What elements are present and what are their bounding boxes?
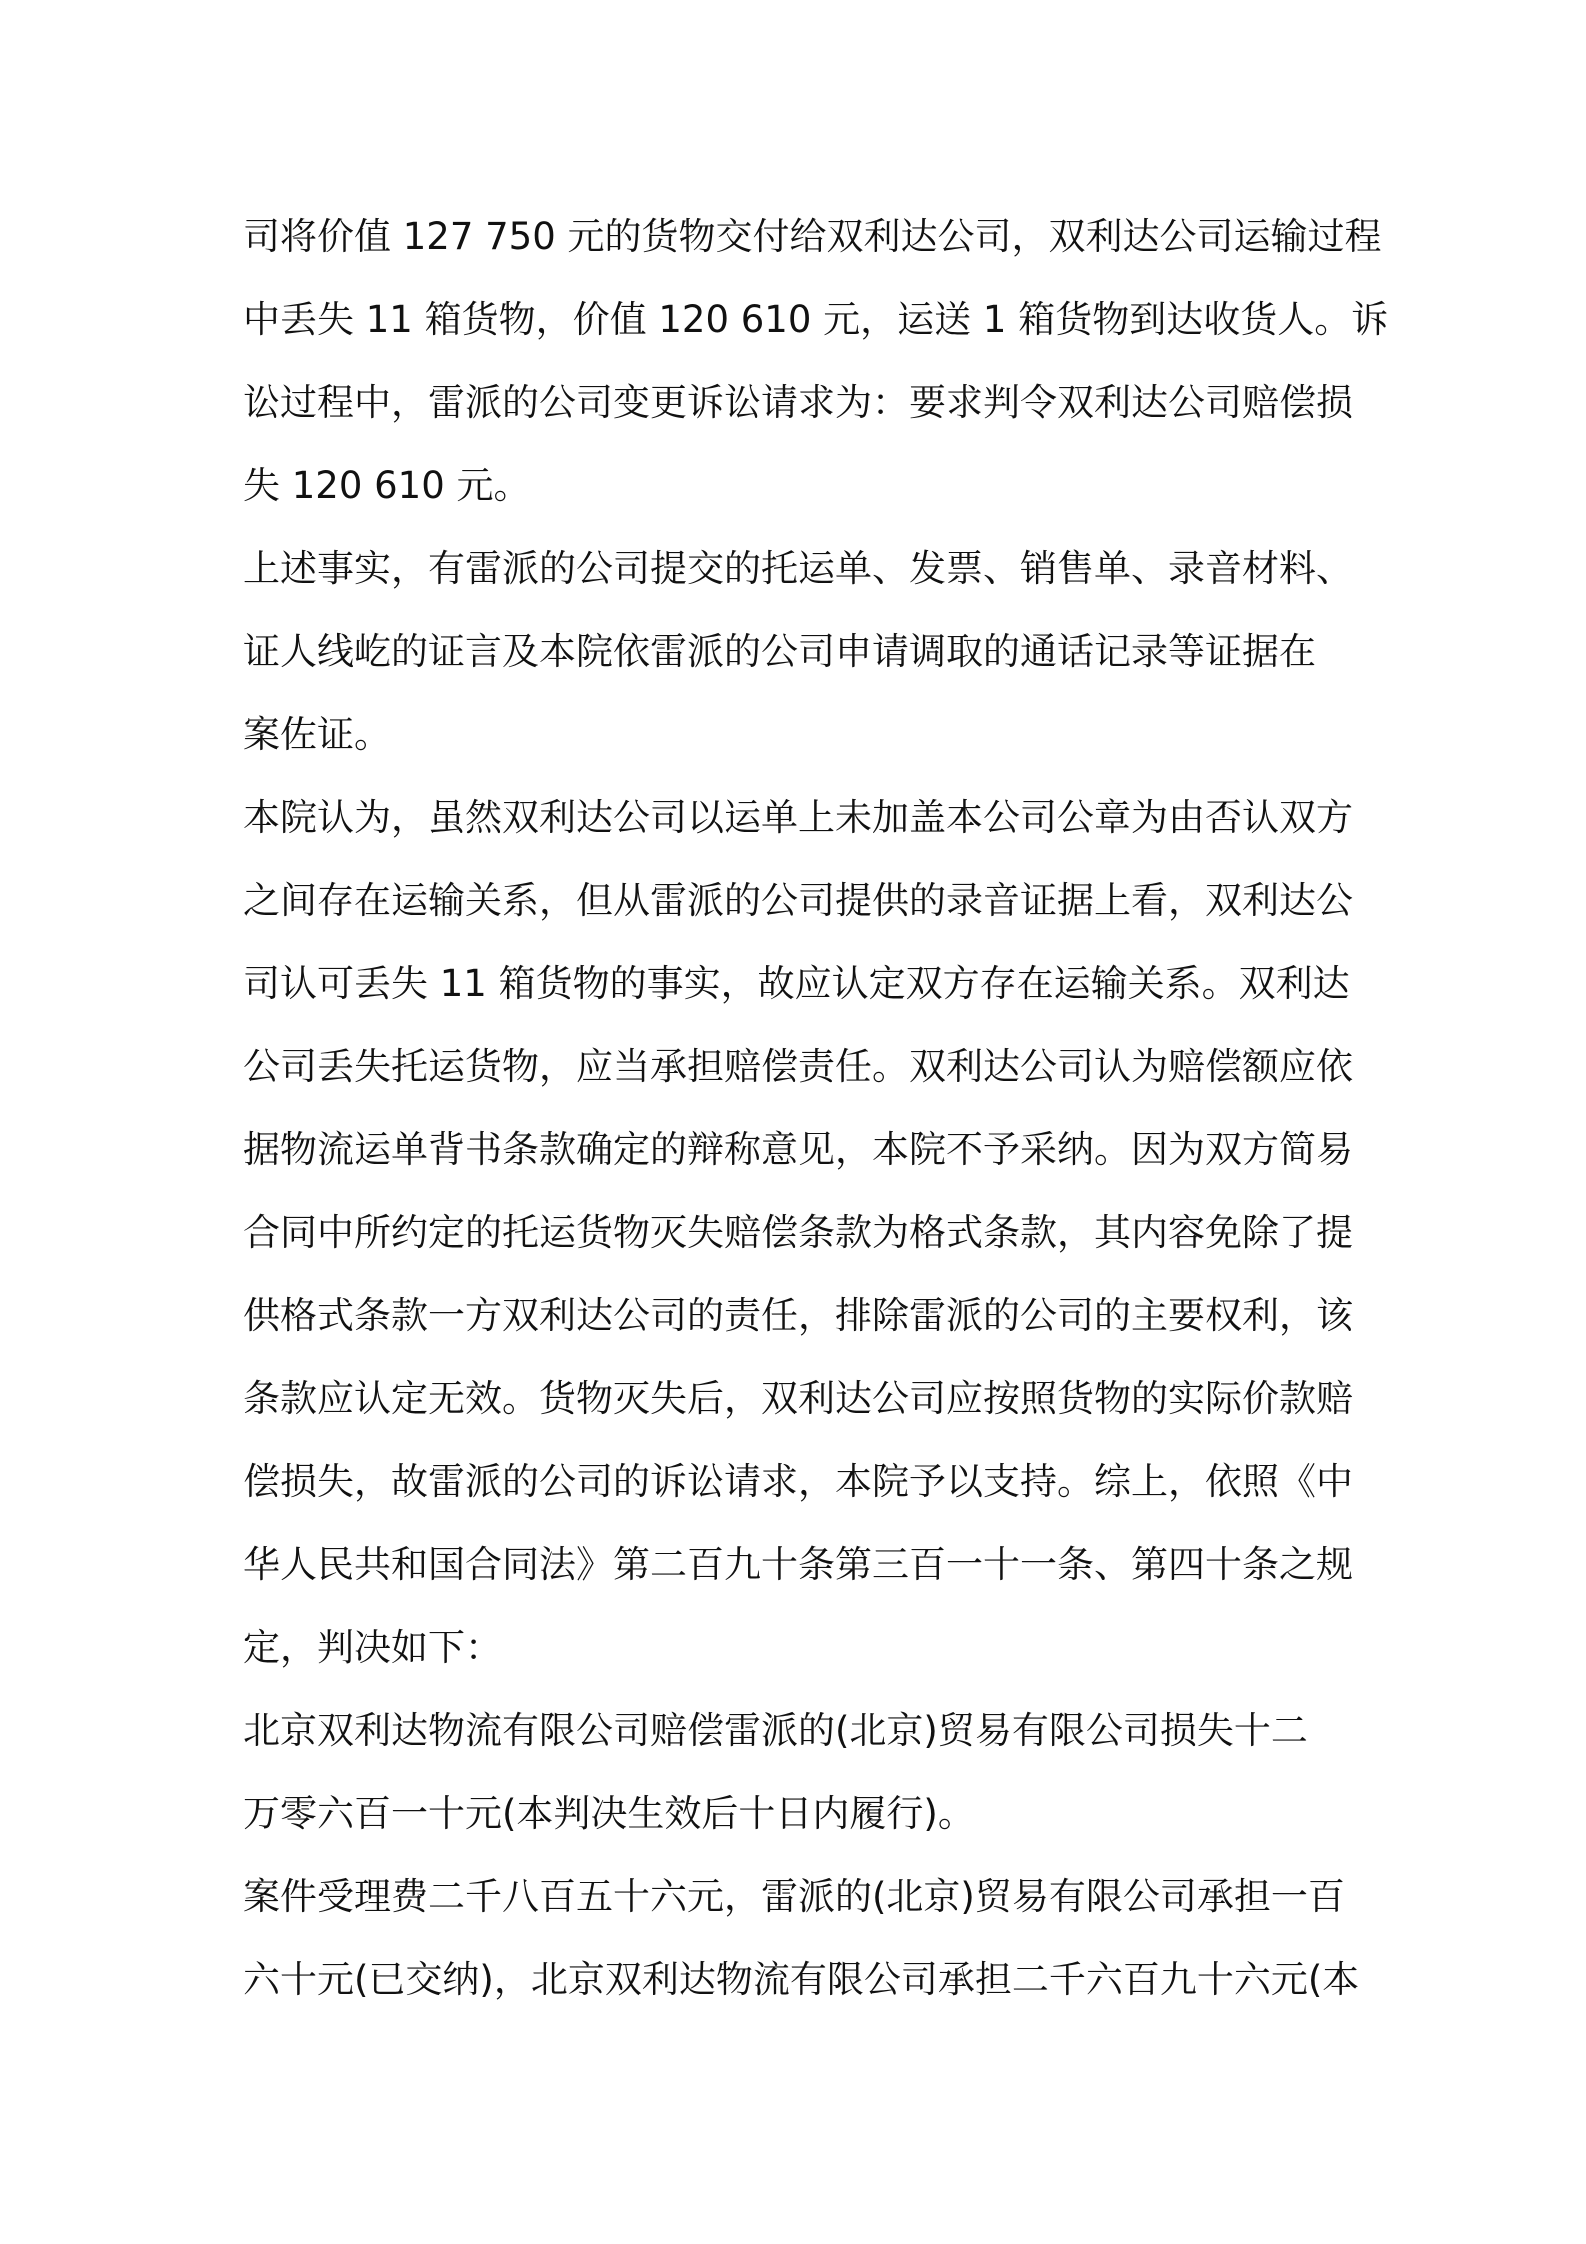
text-line: 公司丢失托运货物，应当承担赔偿责任。双利达公司认为赔偿额应依: [243, 1045, 1353, 1088]
text-line: 本院认为，虽然双利达公司以运单上未加盖本公司公章为由否认双方: [243, 796, 1353, 839]
text-line: 六十元(已交纳)，北京双利达物流有限公司承担二千六百九十六元(本: [243, 1958, 1360, 2001]
text-line: 之间存在运输关系，但从雷派的公司提供的录音证据上看，双利达公: [243, 879, 1353, 922]
text-line: 定，判决如下：: [243, 1626, 502, 1669]
document-body: [243, 195, 1389, 2021]
text-line: 合同中所约定的托运货物灭失赔偿条款为格式条款，其内容免除了提: [243, 1211, 1353, 1254]
text-line: 司将价值 127 750 元的货物交付给双利达公司，双利达公司运输过程: [243, 215, 1382, 258]
text-line: 万零六百一十元(本判决生效后十日内履行)。: [243, 1792, 975, 1835]
text-line: 供格式条款一方双利达公司的责任，排除雷派的公司的主要权利，该: [243, 1294, 1353, 1337]
text-line: 据物流运单背书条款确定的辩称意见，本院不予采纳。因为双方简易: [243, 1128, 1353, 1171]
text-line: 司认可丢失 11 箱货物的事实，故应认定双方存在运输关系。双利达: [243, 962, 1350, 1005]
text-line: 北京双利达物流有限公司赔偿雷派的(北京)贸易有限公司损失十二: [243, 1709, 1308, 1752]
text-line: 案件受理费二千八百五十六元，雷派的(北京)贸易有限公司承担一百: [243, 1875, 1345, 1918]
text-line: 偿损失，故雷派的公司的诉讼请求，本院予以支持。综上，依照《中: [243, 1460, 1353, 1503]
text-line: 失 120 610 元。: [243, 464, 531, 507]
text-line: 讼过程中，雷派的公司变更诉讼请求为：要求判令双利达公司赔偿损: [243, 381, 1353, 424]
text-line: 华人民共和国合同法》第二百九十条第三百一十一条、第四十条之规: [243, 1543, 1353, 1586]
text-line: 上述事实，有雷派的公司提交的托运单、发票、销售单、录音材料、: [243, 547, 1353, 590]
text-line: 中丢失 11 箱货物，价值 120 610 元，运送 1 箱货物到达收货人。诉: [243, 298, 1389, 341]
text-line: 案佐证。: [243, 713, 391, 756]
text-line: 证人线屹的证言及本院依雷派的公司申请调取的通话记录等证据在: [243, 630, 1316, 673]
text-line: 条款应认定无效。货物灭失后，双利达公司应按照货物的实际价款赔: [243, 1377, 1353, 1420]
